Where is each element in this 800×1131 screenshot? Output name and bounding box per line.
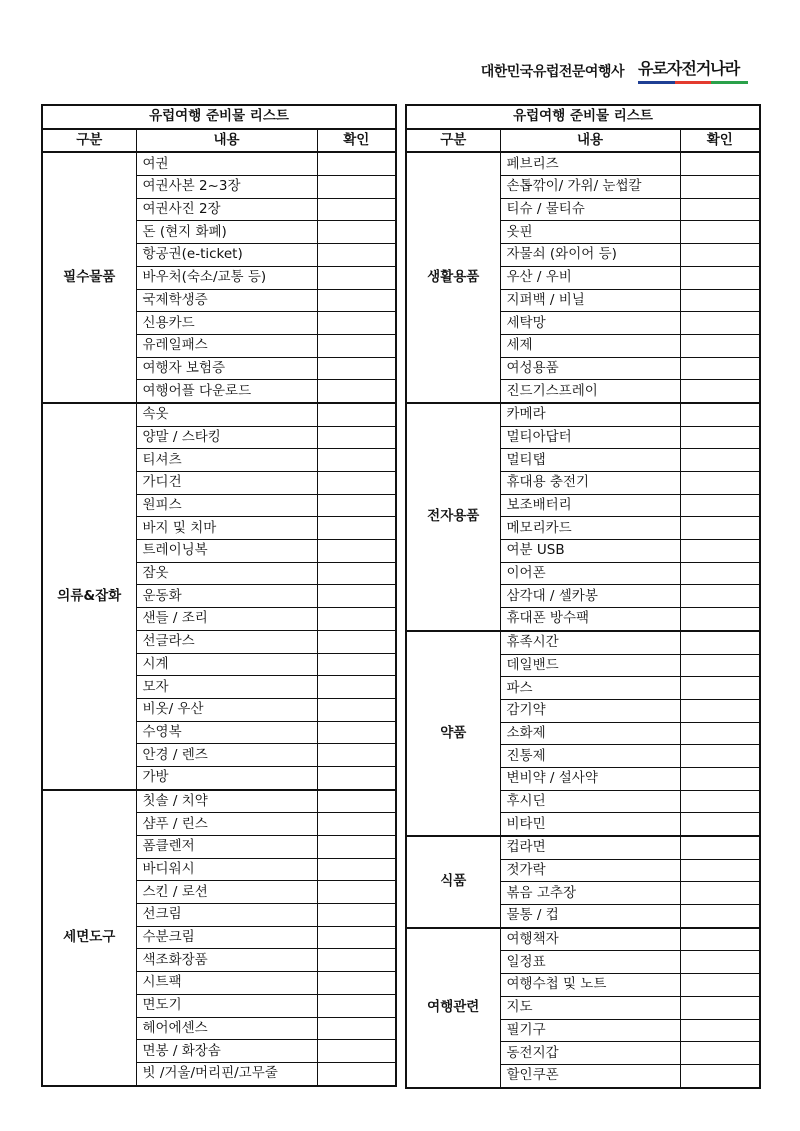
item-cell: 국제학생증 [136,289,317,312]
item-cell: 스킨 / 로션 [136,881,317,904]
check-cell[interactable] [680,244,760,267]
item-cell: 메모리카드 [500,517,680,540]
item-cell: 동전지갑 [500,1042,680,1065]
check-cell[interactable] [680,472,760,495]
item-cell: 우산 / 우비 [500,266,680,289]
logo-bar-blue [638,81,675,84]
check-cell[interactable] [680,767,760,790]
check-cell[interactable] [317,790,396,813]
column-header-content: 내용 [500,129,680,153]
check-cell[interactable] [680,813,760,836]
item-cell: 티슈 / 물티슈 [500,198,680,221]
check-cell[interactable] [317,766,396,789]
item-cell: 여행책자 [500,928,680,951]
check-cell[interactable] [317,152,396,175]
item-cell: 파스 [500,677,680,700]
check-cell[interactable] [680,334,760,357]
check-cell[interactable] [317,244,396,267]
check-cell[interactable] [317,836,396,859]
check-cell[interactable] [680,540,760,563]
check-cell[interactable] [317,630,396,653]
item-cell: 멀티탭 [500,449,680,472]
item-cell: 이어폰 [500,562,680,585]
item-cell: 가방 [136,766,317,789]
item-cell: 양말 / 스타킹 [136,426,317,449]
check-cell[interactable] [680,562,760,585]
check-cell[interactable] [680,152,760,175]
check-cell[interactable] [317,926,396,949]
check-cell[interactable] [317,858,396,881]
check-cell[interactable] [317,517,396,540]
brand-logo [638,56,748,86]
item-cell: 세탁망 [500,312,680,335]
check-cell[interactable] [680,745,760,768]
page-header [481,56,748,86]
item-cell: 바우처(숙소/교통 등) [136,266,317,289]
item-cell: 잠옷 [136,562,317,585]
item-cell: 모자 [136,676,317,699]
item-cell: 시계 [136,653,317,676]
check-cell[interactable] [317,1040,396,1063]
check-cell[interactable] [317,198,396,221]
check-cell[interactable] [317,994,396,1017]
table-title: 유럽여행 준비물 리스트 [406,105,760,129]
column-header-check: 확인 [680,129,760,153]
item-cell: 진통제 [500,745,680,768]
item-cell: 수영복 [136,721,317,744]
item-cell: 변비약 / 설사약 [500,767,680,790]
category-cell: 세면도구 [42,790,136,1086]
item-cell: 페브리즈 [500,152,680,175]
item-cell: 지퍼백 / 비닐 [500,289,680,312]
item-cell: 면봉 / 화장솜 [136,1040,317,1063]
item-cell: 바디워시 [136,858,317,881]
column-header-content: 내용 [136,129,317,153]
item-cell: 감기약 [500,699,680,722]
table-row [42,403,396,426]
check-cell[interactable] [317,540,396,563]
logo-bar-green [711,81,748,84]
item-cell: 바지 및 치마 [136,517,317,540]
item-cell: 카메라 [500,403,680,426]
check-cell[interactable] [317,721,396,744]
item-cell: 유레일패스 [136,334,317,357]
check-cell[interactable] [680,517,760,540]
check-cell[interactable] [680,266,760,289]
check-cell[interactable] [317,744,396,767]
check-cell[interactable] [680,974,760,997]
check-cell[interactable] [680,221,760,244]
item-cell: 지도 [500,996,680,1019]
item-cell: 안경 / 렌즈 [136,744,317,767]
check-cell[interactable] [317,881,396,904]
item-cell: 비타민 [500,813,680,836]
item-cell: 여권 [136,152,317,175]
check-cell[interactable] [680,722,760,745]
item-cell: 원피스 [136,494,317,517]
item-cell: 트레이닝복 [136,540,317,563]
check-cell[interactable] [680,677,760,700]
check-cell[interactable] [680,494,760,517]
check-cell[interactable] [317,380,396,403]
check-cell[interactable] [317,357,396,380]
item-cell: 돈 (현지 화폐) [136,221,317,244]
check-cell[interactable] [317,1017,396,1040]
item-cell: 칫솔 / 치약 [136,790,317,813]
column-header-check: 확인 [317,129,396,153]
item-cell: 할인쿠폰 [500,1064,680,1087]
table-row [406,928,760,951]
check-cell[interactable] [680,380,760,403]
check-cell[interactable] [317,972,396,995]
check-cell[interactable] [680,859,760,882]
table-row [406,836,760,859]
category-cell: 전자용품 [406,403,500,631]
category-cell: 필수물품 [42,152,136,403]
check-cell[interactable] [680,608,760,631]
category-cell: 생활용품 [406,152,500,403]
table-row [406,152,760,175]
category-cell: 의류&잡화 [42,403,136,790]
item-cell: 선크림 [136,904,317,927]
item-cell: 휴족시간 [500,631,680,654]
item-cell: 색조화장품 [136,949,317,972]
item-cell: 일정표 [500,951,680,974]
check-cell[interactable] [317,472,396,495]
check-cell[interactable] [680,198,760,221]
check-cell[interactable] [680,699,760,722]
item-cell: 진드기스프레이 [500,380,680,403]
check-cell[interactable] [680,1042,760,1065]
item-cell: 티셔츠 [136,449,317,472]
item-cell: 보조배터리 [500,494,680,517]
check-cell[interactable] [680,882,760,905]
check-cell[interactable] [680,790,760,813]
logo-color-bars [638,81,748,84]
check-cell[interactable] [317,813,396,836]
check-cell[interactable] [317,698,396,721]
check-cell[interactable] [317,585,396,608]
item-cell: 여권사본 2~3장 [136,176,317,199]
item-cell: 선글라스 [136,630,317,653]
check-cell[interactable] [317,334,396,357]
checklist-table-right [405,104,761,1089]
check-cell[interactable] [680,905,760,928]
item-cell: 젓가락 [500,859,680,882]
item-cell: 운동화 [136,585,317,608]
table-row [42,152,396,175]
item-cell: 멀티아답터 [500,426,680,449]
column-header-category: 구분 [42,129,136,153]
item-cell: 여권사진 2장 [136,198,317,221]
item-cell: 세제 [500,334,680,357]
check-cell[interactable] [680,449,760,472]
check-cell[interactable] [680,289,760,312]
check-cell[interactable] [680,654,760,677]
item-cell: 수분크림 [136,926,317,949]
item-cell: 휴대폰 방수팩 [500,608,680,631]
category-cell: 여행관련 [406,928,500,1088]
item-cell: 필기구 [500,1019,680,1042]
check-cell[interactable] [317,221,396,244]
item-cell: 볶음 고추장 [500,882,680,905]
check-cell[interactable] [680,1019,760,1042]
check-cell[interactable] [680,312,760,335]
item-cell: 자물쇠 (와이어 등) [500,244,680,267]
item-cell: 옷핀 [500,221,680,244]
item-cell: 데일밴드 [500,654,680,677]
item-cell: 속옷 [136,403,317,426]
item-cell: 빗 /거울/머리핀/고무줄 [136,1062,317,1085]
item-cell: 샌들 / 조리 [136,608,317,631]
check-cell[interactable] [680,357,760,380]
item-cell: 면도기 [136,994,317,1017]
check-cell[interactable] [317,449,396,472]
item-cell: 신용카드 [136,312,317,335]
item-cell: 가디건 [136,472,317,495]
item-cell: 휴대용 충전기 [500,472,680,495]
item-cell: 소화제 [500,722,680,745]
logo-bar-red [675,81,712,84]
logo-text: 유로자전거나라 [638,59,740,78]
check-cell[interactable] [680,951,760,974]
item-cell: 여분 USB [500,540,680,563]
item-cell: 여행자 보험증 [136,357,317,380]
check-cell[interactable] [317,653,396,676]
column-header-category: 구분 [406,129,500,153]
company-name: 대한민국유럽전문여행사 [480,64,624,80]
check-cell[interactable] [317,494,396,517]
item-cell: 후시딘 [500,790,680,813]
check-cell[interactable] [317,176,396,199]
item-cell: 여행어플 다운로드 [136,380,317,403]
check-cell[interactable] [680,996,760,1019]
check-cell[interactable] [680,176,760,199]
table-row [406,403,760,426]
check-cell[interactable] [317,676,396,699]
check-cell[interactable] [680,928,760,951]
item-cell: 샴푸 / 린스 [136,813,317,836]
check-cell[interactable] [680,1064,760,1087]
item-cell: 여성용품 [500,357,680,380]
check-cell[interactable] [317,403,396,426]
check-cell[interactable] [317,312,396,335]
item-cell: 여행수첩 및 노트 [500,974,680,997]
category-cell: 약품 [406,631,500,836]
item-cell: 시트팩 [136,972,317,995]
item-cell: 헤어에센스 [136,1017,317,1040]
category-cell: 식품 [406,836,500,928]
check-cell[interactable] [317,426,396,449]
check-cell[interactable] [317,289,396,312]
item-cell: 컵라면 [500,836,680,859]
check-cell[interactable] [317,949,396,972]
item-cell: 항공권(e-ticket) [136,244,317,267]
check-cell[interactable] [317,562,396,585]
item-cell: 손톱깎이/ 가위/ 눈썹칼 [500,176,680,199]
check-cell[interactable] [680,403,760,426]
item-cell: 비옷/ 우산 [136,698,317,721]
item-cell: 폼클렌저 [136,836,317,859]
table-row [406,631,760,654]
check-cell[interactable] [680,426,760,449]
item-cell: 물통 / 컵 [500,905,680,928]
table-row [42,790,396,813]
check-cell[interactable] [317,266,396,289]
check-cell[interactable] [680,836,760,859]
check-cell[interactable] [317,1062,396,1085]
checklist-table-left [41,104,397,1087]
check-cell[interactable] [317,904,396,927]
table-title: 유럽여행 준비물 리스트 [42,105,396,129]
check-cell[interactable] [317,608,396,631]
check-cell[interactable] [680,585,760,608]
check-cell[interactable] [680,631,760,654]
item-cell: 삼각대 / 셀카봉 [500,585,680,608]
